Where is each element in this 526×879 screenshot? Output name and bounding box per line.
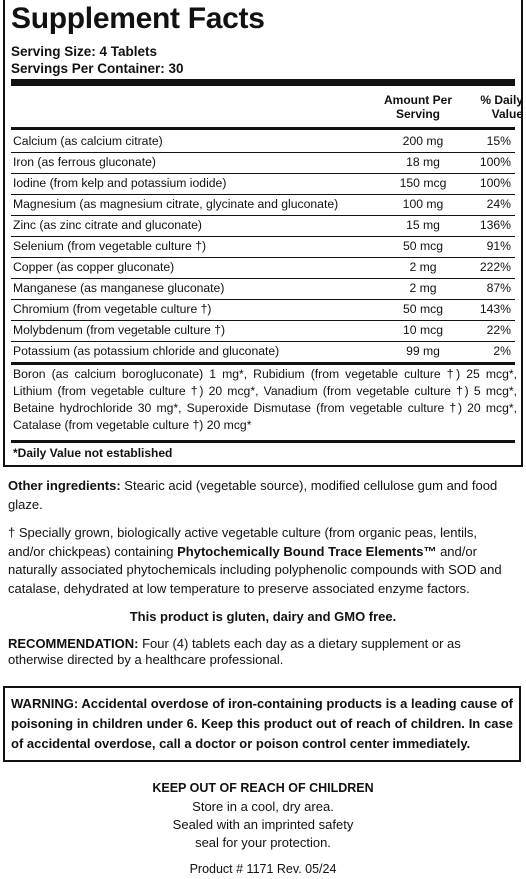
row-divider [11, 278, 515, 279]
amount-header-line2: Serving [395, 107, 440, 121]
nutrient-daily-value: 100% [479, 155, 511, 169]
nutrient-row [11, 257, 515, 278]
nutrient-name: Copper (as copper gluconate) [13, 260, 175, 274]
daily-value-note: *Daily Value not established [13, 446, 173, 460]
nutrient-daily-value: 87% [486, 281, 511, 295]
serving-size: Serving Size: 4 Tablets [11, 44, 158, 59]
dv-header-line1: % Daily [480, 93, 523, 107]
nutrient-amount: 100 mg [402, 197, 444, 211]
blend-end-divider [11, 440, 515, 443]
nutrient-name: Magnesium (as magnesium citrate, glycinate and gluconate) [13, 197, 339, 211]
row-divider [11, 194, 515, 195]
nutrient-amount: 150 mcg [399, 176, 447, 190]
culture-note-bold: Phytochemically Bound Trace Elements™ [177, 543, 437, 559]
culture-note [8, 524, 513, 598]
nutrient-name: Zinc (as zinc citrate and gluconate) [13, 218, 202, 232]
row-divider [11, 152, 515, 153]
row-divider [11, 320, 515, 321]
nutrient-row [11, 215, 515, 236]
nutrient-row [11, 320, 515, 341]
nutrient-row [11, 341, 515, 362]
other-ingredients [8, 477, 513, 514]
free-from-statement: This product is gluten, dairy and GMO free. [129, 609, 397, 624]
row-divider [11, 257, 515, 258]
nutrient-amount: 200 mg [402, 134, 444, 148]
nutrient-daily-value: 24% [486, 197, 511, 211]
nutrient-daily-value: 143% [479, 302, 511, 316]
nutrient-name: Chromium (from vegetable culture †) [13, 302, 212, 316]
nutrient-name: Selenium (from vegetable culture †) [13, 239, 207, 253]
row-divider [11, 173, 515, 174]
panel-title: Supplement Facts [11, 2, 265, 35]
nutrient-daily-value: 100% [479, 176, 511, 190]
nutrient-daily-value: 136% [479, 218, 511, 232]
keep-out-notice: KEEP OUT OF REACH OF CHILDREN [152, 781, 374, 795]
nutrient-name: Iron (as ferrous gluconate) [13, 155, 156, 169]
header-divider [11, 127, 515, 130]
culture-note-before: † Specially grown, biologically active vegetable culture (from organic peas, lentils, and/or chickpeas) containing [8, 525, 477, 559]
nutrient-amount: 15 mg [406, 218, 440, 232]
nutrient-amount: 18 mg [406, 155, 440, 169]
other-ingredients-label: Other ingredients: [8, 478, 121, 493]
nutrient-daily-value: 15% [486, 134, 511, 148]
other-ingredients-text: Stearic acid (vegetable source), modified cellulose gum and food glaze. [8, 478, 498, 512]
nutrient-amount: 99 mg [406, 344, 440, 358]
nutrient-name: Calcium (as calcium citrate) [13, 134, 163, 148]
row-divider [11, 341, 515, 342]
seal-line-1: Sealed with an imprinted safety [172, 817, 354, 832]
nutrient-row [11, 173, 515, 194]
nutrient-daily-value: 91% [486, 239, 511, 253]
nutrient-daily-value: 2% [493, 344, 511, 358]
row-divider [11, 215, 515, 216]
nutrient-amount: 50 mcg [403, 302, 443, 316]
row-divider [11, 236, 515, 237]
nutrient-amount: 2 mg [409, 281, 437, 295]
recommendation [8, 636, 513, 668]
nutrient-amount: 2 mg [409, 260, 437, 274]
amount-header-line1: Amount Per [383, 93, 452, 107]
servings-per-container: Servings Per Container: 30 [11, 61, 184, 76]
recommendation-text: Four (4) tablets each day as a dietary supplement or as otherwise directed by a healthcare professional. [8, 636, 461, 667]
nutrient-daily-value: 222% [479, 260, 511, 274]
nutrient-row [11, 236, 515, 257]
rows-end-divider [11, 362, 515, 365]
nutrient-row [11, 194, 515, 215]
amount-column-header [373, 93, 463, 121]
recommendation-label: RECOMMENDATION: [8, 636, 139, 651]
nutrient-row [11, 131, 515, 152]
row-divider [11, 299, 515, 300]
storage-instruction: Store in a cool, dry area. [192, 799, 334, 814]
product-number: Product # 1171 Rev. 05/24 [189, 862, 337, 876]
dv-header-line2: Value [491, 107, 523, 121]
supplement-facts-panel [3, 0, 523, 467]
nutrient-row [11, 299, 515, 320]
culture-note-after: and/or naturally associated phytochemicals including polyphenolic compounds with SOD and catalase, dehydrated at low temperature to preserve associated enzyme factors. [8, 543, 502, 596]
thick-divider [11, 79, 515, 86]
nutrient-row [11, 152, 515, 173]
nutrient-amount: 10 mcg [403, 323, 443, 337]
nutrient-name: Potassium (as potassium chloride and gluconate) [13, 344, 280, 358]
nutrient-name: Manganese (as manganese gluconate) [13, 281, 225, 295]
other-nutrients: Boron (as calcium borogluconate) 1 mg*, Rubidium (from vegetable culture †) 25 mcg*, Lithium (from vegetable culture †) 20 mcg*, Vanadium (from vegetable culture †) 5 mcg*, Betaine hydrochloride 30 mg*, Superoxide Dismutase (from vegetable culture †) 20 mcg*, Catalase (from vegetable culture †) 20 mcg* [13, 367, 517, 432]
dv-column-header [467, 93, 523, 121]
nutrient-name: Molybdenum (from vegetable culture †) [13, 323, 226, 337]
nutrient-row [11, 278, 515, 299]
seal-line-2: seal for your protection. [195, 835, 331, 850]
nutrient-amount: 50 mcg [403, 239, 443, 253]
nutrient-name: Iodine (from kelp and potassium iodide) [13, 176, 227, 190]
nutrient-daily-value: 22% [486, 323, 511, 337]
warning-box: WARNING: Accidental overdose of iron-containing products is a leading cause of poisoning in children under 6. Keep this product out of reach of children. In case of accidental overdose, call a doctor or poison control center immediately. [3, 686, 521, 762]
